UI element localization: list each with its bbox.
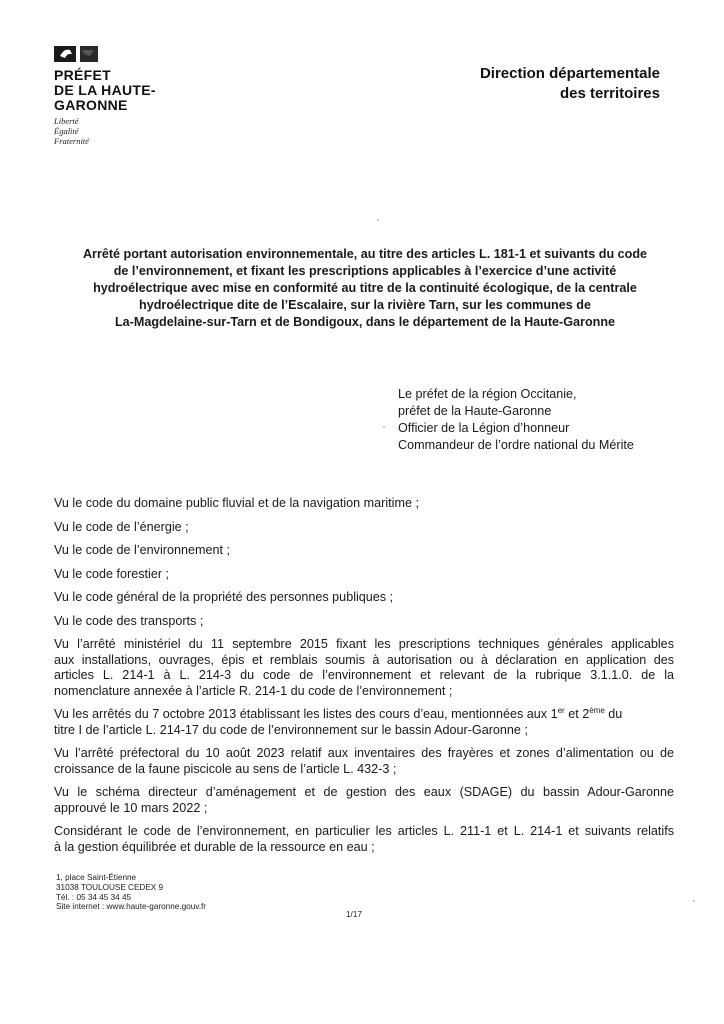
visa-line: approuvé le 10 mars 2022 ; (54, 800, 208, 815)
motto-egalite: Égalité (54, 126, 79, 136)
visa-line: Vu l’arrêté préfectoral du 10 août 2023 relatif aux inventaires des frayères et zones d’alimentation ou de (54, 746, 674, 760)
visa-paragraph: Vu le code général de la propriété des personnes publiques ; (54, 590, 394, 604)
visa-paragraph: Vu le code de l’environnement ; (54, 543, 230, 557)
considerant-paragraph (54, 824, 674, 855)
page-number: 1/17 (346, 910, 362, 919)
visa-paragraph: Vu le code forestier ; (54, 566, 170, 581)
title-line: La-Magdelaine-sur-Tarn et de Bondigoux, dans le département de la Haute-Garonne (114, 315, 616, 329)
title-line: de l’environnement, et fixant les prescriptions applicables à l’exercice d’une activité (113, 264, 617, 278)
visa-paragraph: Vu le code des transports ; (54, 613, 204, 628)
visa-paragraph-sdage (54, 785, 674, 816)
visas-list (54, 496, 674, 863)
republic-motto (54, 116, 194, 146)
prefet-title-line: GARONNE (54, 97, 128, 113)
footer-address-line: 31038 TOULOUSE CEDEX 9 (56, 882, 164, 892)
visa-line: articles L. 214-1 à L. 214-3 du code de l’environnement et relevant de la rubrique 3.1.1.0. de la (54, 668, 674, 682)
prefet-signature-block (398, 386, 634, 454)
arrete-title (50, 246, 680, 331)
prefet-title-line: DE LA HAUTE- (54, 82, 156, 98)
visa-paragraph: Vu le code de l’énergie ; (54, 519, 189, 534)
scan-speck (383, 426, 385, 428)
marianne-emblem-icon (54, 44, 98, 64)
visa-line: Vu le schéma directeur d’aménagement et de gestion des eaux (SDAGE) du bassin Adour-Garonne (54, 785, 674, 799)
scan-speck (693, 900, 695, 902)
signature-line: préfet de la Haute-Garonne (398, 404, 552, 418)
direction-line: des territoires (559, 85, 660, 102)
visa-line: Vu les arrêtés du 7 octobre 2013 établissant les listes des cours d’eau, mentionnées aux 1er et 2ème du (54, 705, 623, 721)
direction-line: Direction départementale (479, 65, 660, 82)
visa-line: aux installations, ouvrages, épis et remblais soumis à autorisation ou à déclaration en application des (54, 652, 674, 667)
visa-paragraph-arrete-prefectoral (54, 746, 674, 777)
visa-paragraph: Vu le code du domaine public fluvial et de la navigation maritime ; (54, 496, 419, 510)
motto-liberte: Liberté (54, 116, 79, 126)
signature-line: Le préfet de la région Occitanie, (398, 387, 577, 401)
prefecture-logo (54, 44, 194, 146)
signature-line: Commandeur de l’ordre national du Mérite (398, 438, 634, 452)
visa-line: à la gestion équilibrée et durable de la ressource en eau ; (54, 839, 375, 854)
visa-line: croissance de la faune piscicole au sens de l’article L. 432-3 ; (54, 761, 397, 776)
visa-line: titre I de l’article L. 214-17 du code de l’environnement sur le bassin Adour-Garonne ; (54, 722, 528, 737)
footer-phone: Tél. : 05 34 45 34 45 (56, 892, 132, 902)
title-line: hydroélectrique dite de l’Escalaire, sur la rivière Tarn, sur les communes de (139, 298, 591, 312)
direction-heading (480, 64, 660, 104)
motto-fraternite: Fraternité (54, 136, 89, 146)
prefet-title-line: PRÉFET (54, 67, 112, 83)
visa-line: Vu l’arrêté ministériel du 11 septembre 2015 fixant les prescriptions techniques générales applicables (54, 637, 674, 651)
scan-speck (377, 219, 379, 221)
prefet-title (54, 68, 194, 113)
visa-line: Considérant le code de l’environnement, en particulier les articles L. 211-1 et L. 214-1 et suivants relatifs (54, 824, 674, 838)
signature-line: Officier de la Légion d’honneur (398, 421, 570, 435)
visa-line: nomenclature annexée à l’article R. 214-1 du code de l’environnement ; (54, 683, 453, 698)
title-line: Arrêté portant autorisation environnementale, au titre des articles L. 181-1 et suivants du code (82, 247, 648, 261)
title-line: hydroélectrique avec mise en conformité au titre de la continuité écologique, de la centrale (93, 281, 637, 295)
visa-paragraph-arrete-ministeriel (54, 637, 674, 699)
footer-website: Site internet : www.haute-garonne.gouv.fr (56, 902, 207, 912)
footer-address (56, 873, 206, 912)
footer-address-line: 1, place Saint-Étienne (56, 873, 137, 882)
visa-paragraph-arretes-cours-eau (54, 707, 674, 738)
